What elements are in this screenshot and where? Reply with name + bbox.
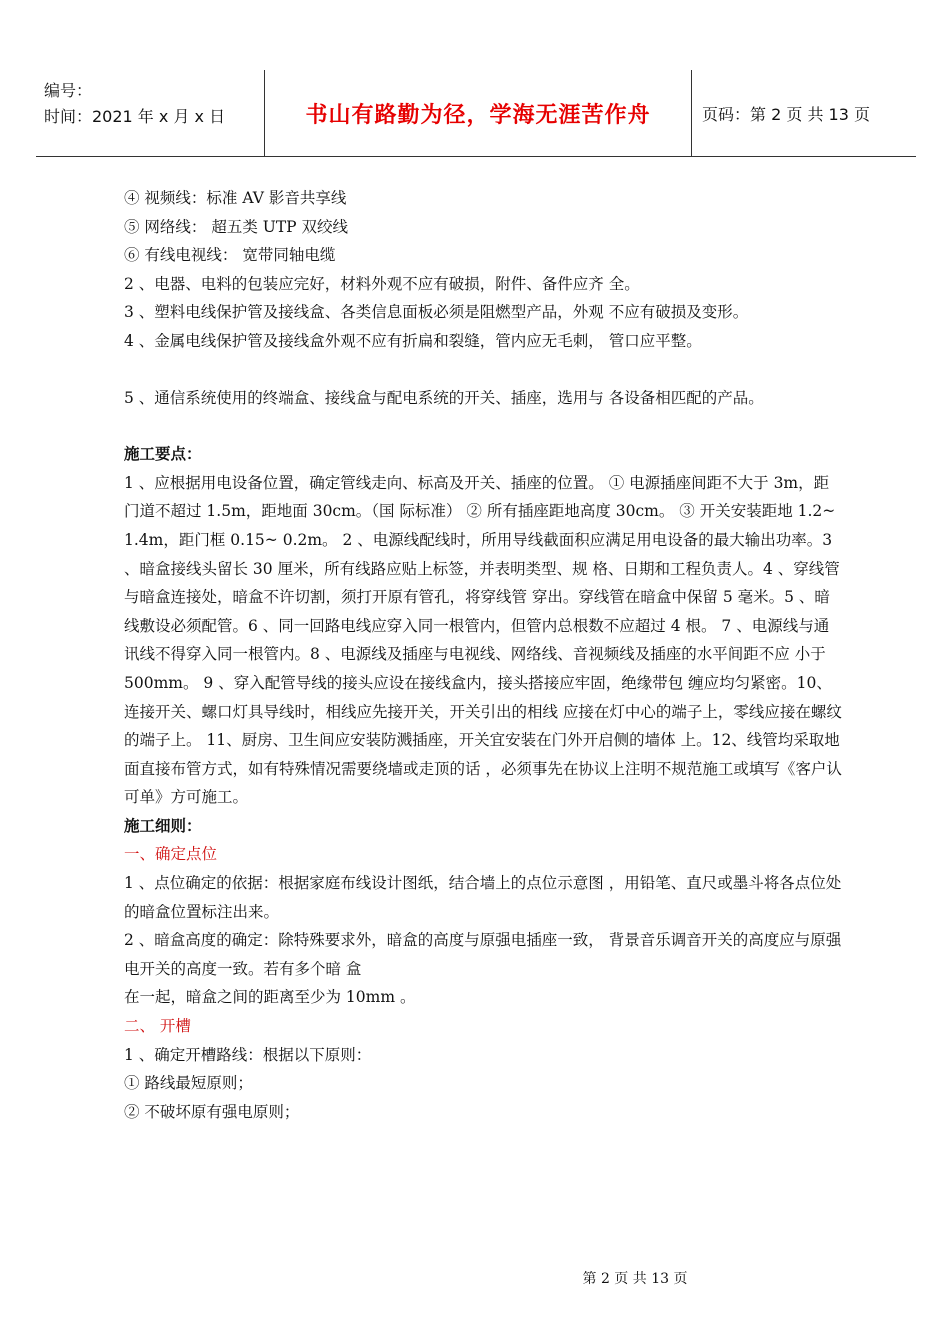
spacer	[124, 356, 844, 384]
text-line: 3 、塑料电线保护管及接线盒、各类信息面板必须是阻燃型产品，外观 不应有破损及变形。	[124, 303, 749, 322]
text-line: 5 、通信系统使用的终端盒、接线盒与配电系统的开关、插座，选用与 各设备相匹配的产品。	[124, 388, 764, 407]
subsection-heading-slotting: 二、 开槽	[124, 1017, 191, 1036]
document-body	[124, 184, 844, 1126]
header-page-cell	[692, 70, 916, 156]
section-heading-details: 施工细则：	[124, 816, 202, 835]
document-date: 时间：2021 年 x 月 x 日	[44, 107, 226, 126]
document-number-label: 编号：	[44, 81, 93, 100]
spacer	[124, 412, 844, 440]
text-line: ⑤ 网络线： 超五类 UTP 双绞线	[124, 217, 349, 236]
page-header	[36, 70, 916, 157]
text-line: 1 、确定开槽路线：根据以下原则：	[124, 1045, 372, 1064]
subsection-heading-positioning: 一、确定点位	[124, 845, 218, 864]
text-line: 在一起，暗盒之间的距离至少为 10mm 。	[124, 988, 416, 1007]
motto-text: 书山有路勤为径，学海无涯苦作舟	[305, 102, 651, 128]
footer-page-number: 第 2 页 共 13 页	[582, 1271, 688, 1287]
header-info-cell	[36, 70, 265, 156]
text-line: ④ 视频线：标准 AV 影音共享线	[124, 189, 347, 207]
text-line: 2 、暗盒高度的确定：除特殊要求外，暗盒的高度与原强电插座一致， 背景音乐调音开关的高度应与原强电开关的高度一致。若有多个暗 盒	[124, 931, 842, 978]
text-line: 4 、金属电线保护管及接线盒外观不应有折扁和裂缝，管内应无毛刺， 管口应平整。	[124, 331, 702, 350]
text-line: ② 不破坏原有强电原则；	[124, 1102, 300, 1121]
page-code: 页码：第 2 页 共 13 页	[702, 104, 870, 124]
text-line: 2 、电器、电料的包装应完好，材料外观不应有破损，附件、备件应齐 全。	[124, 274, 640, 293]
text-line: ① 路线最短原则；	[124, 1074, 253, 1093]
text-line: 1 、点位确定的依据：根据家庭布线设计图纸，结合墙上的点位示意图 ，用铅笔、直尺或墨斗将各点位处的暗盒位置标注出来。	[124, 874, 842, 921]
text-line: ⑥ 有线电视线： 宽带同轴电缆	[124, 246, 336, 265]
header-motto-cell	[265, 70, 692, 156]
section-heading-key-points: 施工要点：	[124, 445, 202, 464]
text-paragraph: 1 、应根据用电设备位置，确定管线走向、标高及开关、插座的位置。 ① 电源插座间距不大于 3m，距门道不超过 1.5m，距地面 30cm。（国 际标准） ② 所有插座距地高度 30cm。 ③ 开关安装距地 1.2~ 1.4m，距门框 0.15~ 0.2m。 2 、电源线配线时，所用导线截面积应满足用电设备的最大输出功率。3 、暗盒接线头留长 30 厘米，所有线路应贴上标签，并表明类型、规 格、日期和工程负责人。4 、穿线管与暗盒连接处，暗盒不许切割，须打开原有管孔，将穿线管 穿出。穿线管在暗盒中保留 5 毫米。5 、暗线敷设必须配管。6 、同一回路电线应穿入同一根管内，但管内总根数不应超过 4 根。 7 、电源线与通讯线不得穿入同一根管内。8 、电源线及插座与电视线、网络线、音视频线及插座的水平间距不应 小于 500mm。 9 、穿入配管导线的接头应设在接线盒内，接头搭接应牢固，绝缘带包 缠应均匀紧密。10、连接开关、螺口灯具导线时，相线应先接开关，开关引出的相线 应接在灯中心的端子上，零线应接在螺纹的端子上。 11、厨房、卫生间应安装防溅插座，开关宜安装在门外开启侧的墙体 上。12、线管均采取地面直接布管方式，如有特殊情况需要绕墙或走顶的话 ，必须事先在协议上注明不规范施工或填写《客户认可单》方可施工。	[124, 473, 842, 807]
page-footer	[0, 1268, 950, 1288]
